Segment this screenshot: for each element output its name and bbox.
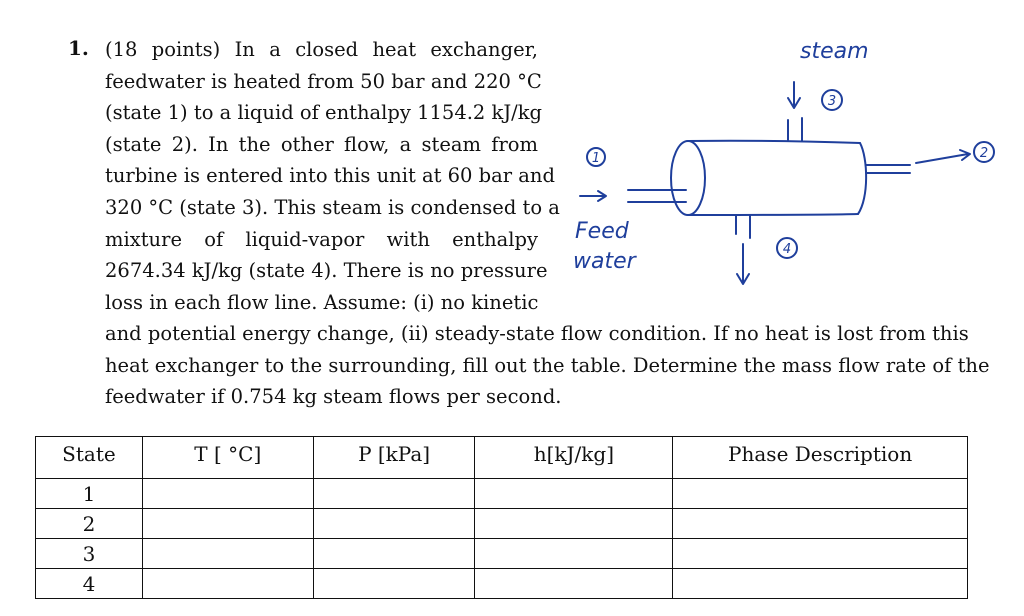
problem-line: (18 points) In a closed heat exchanger, <box>105 38 538 61</box>
steam-label: steam <box>800 39 869 64</box>
table-row <box>36 479 968 509</box>
feedwater-tube-out <box>866 165 910 173</box>
problem-line: 2674.34 kJ/kg (state 4). There is no pressure <box>105 259 548 283</box>
phase-cell[interactable] <box>673 569 968 599</box>
problem-line: turbine is entered into this unit at 60 bar and <box>105 164 555 188</box>
temperature-cell[interactable] <box>142 479 313 509</box>
state-cell: 2 <box>36 509 143 539</box>
phase-cell[interactable] <box>673 539 968 569</box>
problem-text-upper <box>105 34 560 318</box>
feedwater-out-arrow <box>916 150 970 163</box>
condensate-out-arrow <box>737 244 749 284</box>
exchanger-shell-bottom <box>688 214 858 215</box>
problem-line: and potential energy change, (ii) steady-state flow condition. If no heat is lost from this <box>105 322 969 345</box>
enthalpy-cell[interactable] <box>475 479 673 509</box>
pressure-cell[interactable] <box>313 569 475 599</box>
temperature-cell[interactable] <box>142 569 313 599</box>
problem-line: (state 1) to a liquid of enthalpy 1154.2 kJ/kg <box>105 101 543 125</box>
water-label: water <box>573 249 636 274</box>
problem-line: loss in each flow line. Assume: (i) no kinetic <box>105 290 539 314</box>
state-cell: 3 <box>36 539 143 569</box>
state-3-label: 3 <box>827 94 837 109</box>
feedwater-in-arrow <box>580 191 606 201</box>
steam-in-arrow <box>788 82 800 108</box>
problem-line: (state 2). In the other flow, a steam from <box>105 132 538 156</box>
feed-label: Feed <box>575 219 629 244</box>
exchanger-right-end <box>858 143 866 214</box>
pressure-cell[interactable] <box>313 479 475 509</box>
problem-line: 320 °C (state 3). This steam is condensed to a <box>105 195 560 219</box>
state-table <box>35 436 968 599</box>
problem-line: heat exchanger to the surrounding, fill out the table. Determine the mass flow rate of the <box>105 353 990 377</box>
pressure-cell[interactable] <box>313 539 475 569</box>
state-cell: 4 <box>36 569 143 599</box>
state-1-label: 1 <box>591 151 601 166</box>
problem-line: feedwater if 0.754 kg steam flows per second. <box>105 385 562 409</box>
header-pressure: P [kPa] <box>313 437 475 479</box>
phase-cell[interactable] <box>673 479 968 509</box>
table-row <box>36 539 968 569</box>
header-temperature: T [ °C] <box>142 437 313 479</box>
temperature-cell[interactable] <box>142 539 313 569</box>
header-enthalpy: h[kJ/kg] <box>475 437 673 479</box>
table-row <box>36 569 968 599</box>
state-4-label: 4 <box>782 242 792 257</box>
state-cell: 1 <box>36 479 143 509</box>
problem-line: mixture of liquid-vapor with enthalpy <box>105 227 538 251</box>
problem-line: feedwater is heated from 50 bar and 220 °C <box>105 69 542 93</box>
heat-exchanger-diagram <box>560 30 1010 300</box>
problem-text-lower <box>105 318 990 413</box>
enthalpy-cell[interactable] <box>475 539 673 569</box>
header-state: State <box>36 437 143 479</box>
exchanger-shell-top <box>688 141 860 143</box>
steam-inlet-pipe <box>788 118 802 141</box>
feedwater-tube-in <box>628 190 686 202</box>
pressure-cell[interactable] <box>313 509 475 539</box>
temperature-cell[interactable] <box>142 509 313 539</box>
enthalpy-cell[interactable] <box>475 569 673 599</box>
header-phase-description: Phase Description <box>673 437 968 479</box>
problem-number: 1. <box>68 36 89 60</box>
exchanger-left-end <box>671 141 705 215</box>
condensate-outlet-pipe <box>736 216 750 238</box>
table-row <box>36 509 968 539</box>
table-header-row <box>36 437 968 479</box>
state-2-label: 2 <box>979 146 989 161</box>
enthalpy-cell[interactable] <box>475 509 673 539</box>
phase-cell[interactable] <box>673 509 968 539</box>
